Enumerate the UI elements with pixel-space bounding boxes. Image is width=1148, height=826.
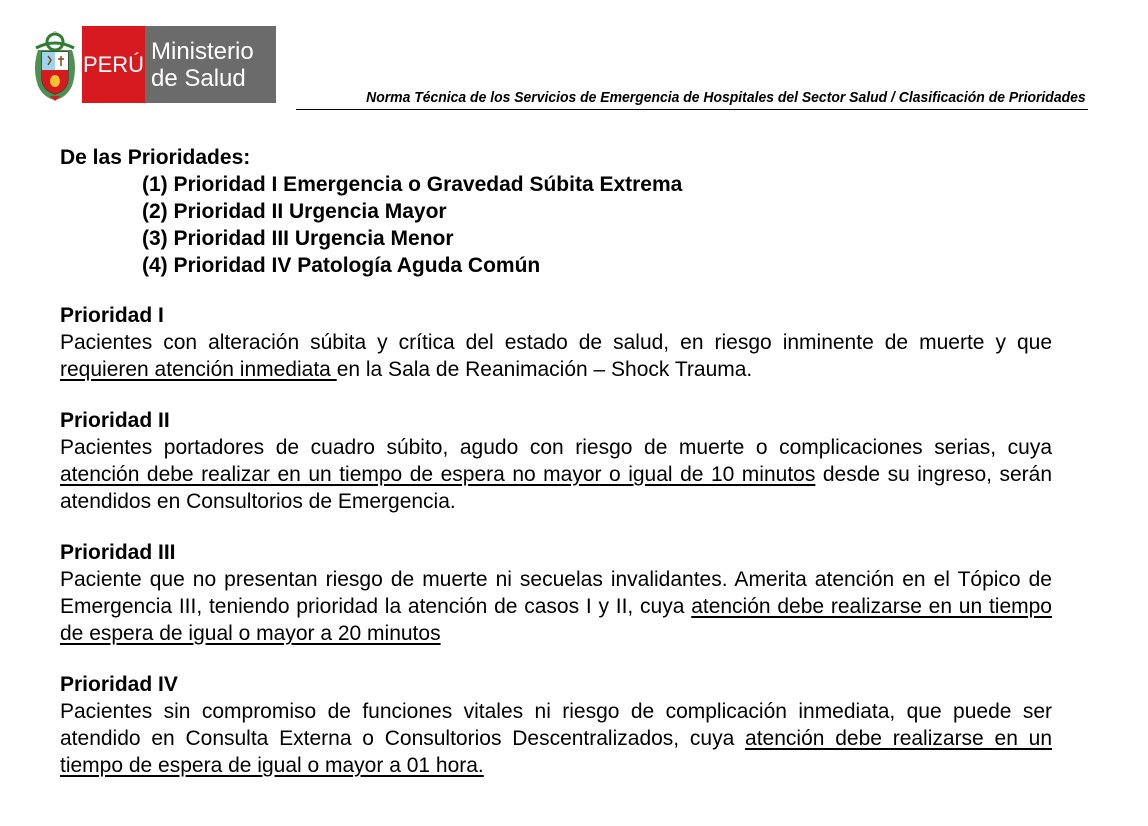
text-before: Pacientes portadores de cuadro súbito, agudo con riesgo de muerte o complicaciones serias, cuya xyxy=(60,436,1052,459)
list-item: (4) Prioridad IV Patología Aguda Común xyxy=(142,254,541,277)
section-text xyxy=(60,698,1052,779)
priorities-heading: De las Prioridades: xyxy=(60,146,251,169)
text-underlined: atención debe realizarse en un tiempo de espera de igual o mayor a 01 hora. xyxy=(60,727,1052,777)
document-title: Norma Técnica de los Servicios de Emergencia de Hospitales del Sector Salud / Clasificación de Prioridades xyxy=(366,89,1086,106)
logo-peru-block xyxy=(82,26,145,103)
text-after: en la Sala de Reanimación – Shock Trauma. xyxy=(336,358,753,381)
text-before: Pacientes con alteración súbita y crítica del estado de salud, en riesgo inminente de muerte y que xyxy=(60,331,1052,354)
section-heading: Prioridad I xyxy=(60,304,164,327)
section-text xyxy=(60,434,1052,515)
text-before: Paciente que no presentan riesgo de muerte ni secuelas invalidantes. Amerita atención en el Tópico de Emergencia III, teniendo prioridad la atención de casos I y II, cuya xyxy=(60,568,1052,618)
section-heading: Prioridad III xyxy=(60,541,176,564)
svg-text:⌒: ⌒ xyxy=(52,32,58,38)
list-item: (3) Prioridad III Urgencia Menor xyxy=(142,227,454,250)
text-underlined: requieren atención inmediata xyxy=(60,358,337,381)
logo-ministry-line1: Ministerio xyxy=(151,38,254,65)
logo-country-text: PERÚ xyxy=(82,51,145,77)
section-prioridad-4 xyxy=(60,671,1052,779)
list-item: (1) Prioridad I Emergencia o Gravedad Súbita Extrema xyxy=(142,173,683,196)
priorities-list xyxy=(60,171,1052,279)
section-prioridad-2 xyxy=(60,407,1052,515)
section-prioridad-1 xyxy=(60,302,1052,383)
list-item: (2) Prioridad II Urgencia Mayor xyxy=(142,200,447,223)
document-body xyxy=(60,144,1052,779)
peru-coat-of-arms-icon xyxy=(30,28,80,102)
text-before: Pacientes sin compromiso de funciones vitales ni riesgo de complicación inmediata, que puede ser atendido en Consulta Externa o Consultorios Descentralizados, cuya xyxy=(60,700,1052,750)
text-after: desde su ingreso, serán atendidos en Consultorios de Emergencia. xyxy=(60,463,1052,513)
header-divider xyxy=(296,109,1088,110)
logo-ministry-line2: de Salud xyxy=(151,65,246,92)
logo-ministry-block xyxy=(145,26,276,103)
section-text xyxy=(60,566,1052,647)
text-underlined: atención debe realizarse en un tiempo de espera de igual o mayor a 20 minutos xyxy=(60,595,1052,645)
text-underlined: atención debe realizar en un tiempo de espera no mayor o igual de 10 minutos xyxy=(60,463,816,486)
section-text xyxy=(60,329,1052,383)
section-heading: Prioridad IV xyxy=(60,673,178,696)
page-header xyxy=(0,0,1148,120)
section-heading: Prioridad II xyxy=(60,409,170,432)
section-prioridad-3 xyxy=(60,539,1052,647)
